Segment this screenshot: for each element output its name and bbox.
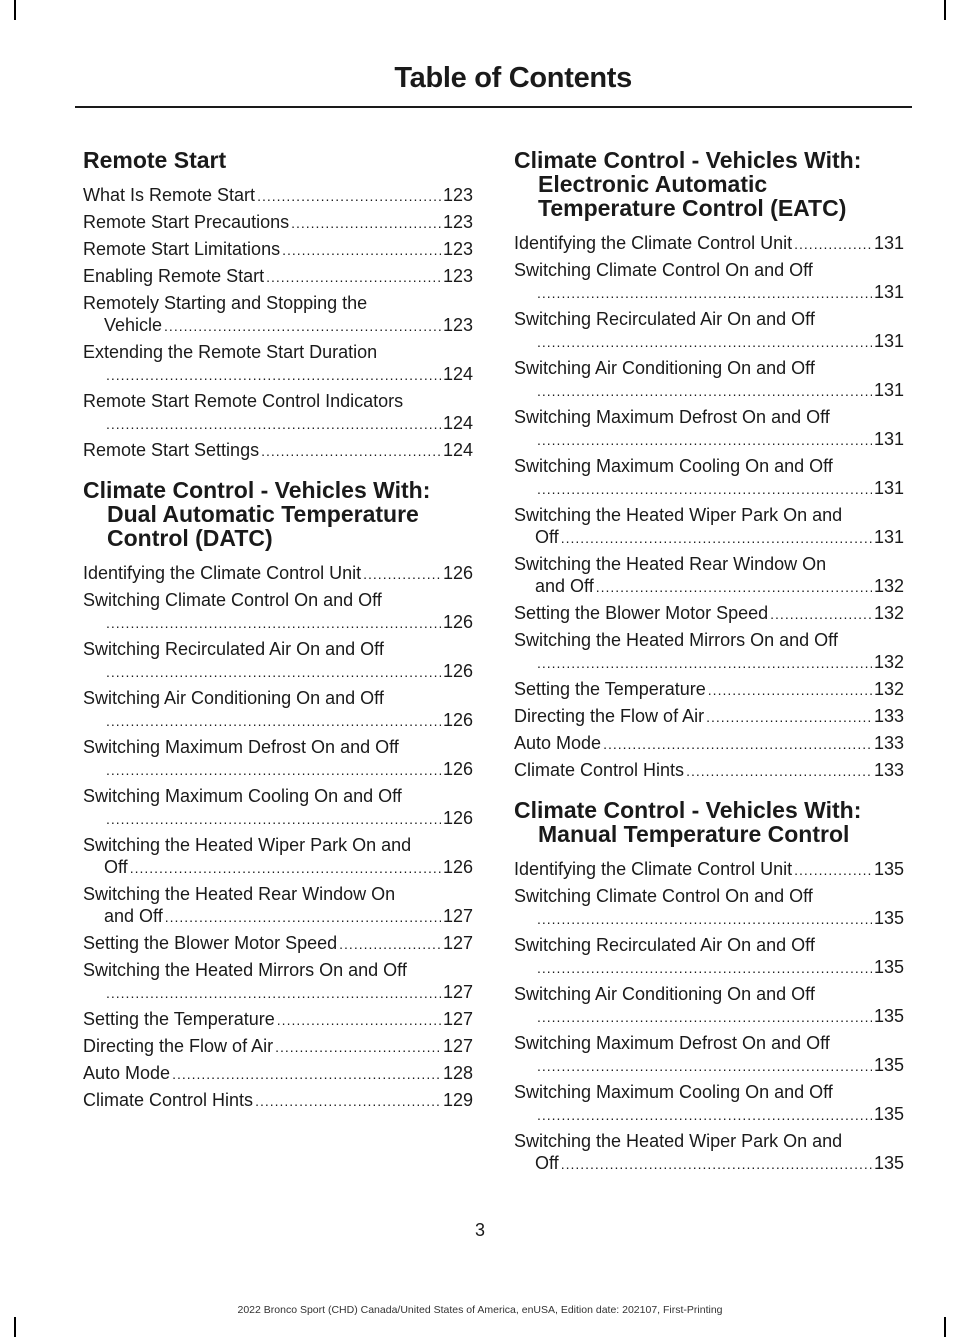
toc-entry[interactable] (83, 439, 473, 462)
entry-title: Directing the Flow of Air (514, 706, 705, 726)
entry-page: 131 (873, 527, 904, 547)
toc-entry[interactable] (83, 341, 473, 386)
dot-leader (106, 981, 441, 1004)
entry-title: Remote Start Remote Control Indicators (83, 391, 404, 411)
entry-page: 127 (442, 1036, 473, 1056)
entry-title: Setting the Temperature (83, 1009, 275, 1029)
toc-entry[interactable] (514, 406, 904, 451)
entry-page: 127 (442, 906, 473, 926)
entry-title: Switching Climate Control On and Off (514, 260, 813, 280)
toc-left-column (83, 148, 473, 1128)
dot-leader (363, 562, 441, 585)
toc-entry[interactable] (83, 1089, 473, 1112)
toc-entry[interactable] (83, 834, 473, 879)
dot-leader (275, 1035, 441, 1058)
entry-title: Switching Maximum Defrost On and Off (514, 407, 830, 427)
dot-leader (537, 330, 872, 353)
entry-title: What Is Remote Start (83, 185, 256, 205)
entry-page: 127 (442, 982, 473, 1002)
page-title: Table of Contents (394, 62, 632, 94)
dot-leader (255, 1089, 441, 1112)
toc-entry[interactable] (514, 553, 904, 598)
entry-page: 135 (873, 1153, 904, 1173)
dot-leader (106, 611, 441, 634)
toc-entry[interactable] (514, 259, 904, 304)
dot-leader (794, 232, 872, 255)
entry-page: 135 (873, 1104, 904, 1124)
entry-title: Switching Maximum Cooling On and Off (514, 1082, 833, 1102)
toc-entry[interactable] (83, 1035, 473, 1058)
toc-entry[interactable] (514, 504, 904, 549)
entry-page: 124 (442, 364, 473, 384)
entry-page: 131 (873, 429, 904, 449)
entry-page: 126 (442, 759, 473, 779)
footer-edition-text: 2022 Bronco Sport (CHD) Canada/United States of America, enUSA, Edition date: 202107, First-Printing (237, 1304, 723, 1316)
entry-page: 135 (873, 1006, 904, 1026)
entry-title: Switching Recirculated Air On and Off (514, 309, 815, 329)
dot-leader (537, 379, 872, 402)
entry-page: 135 (873, 859, 904, 879)
section-heading: Climate Control - Vehicles With: Manual Temperature Control (514, 797, 862, 847)
dot-leader (291, 211, 441, 234)
dot-leader (537, 1103, 872, 1126)
toc-entry[interactable] (514, 759, 904, 782)
dot-leader (106, 709, 441, 732)
entry-page: 126 (442, 710, 473, 730)
entry-page: 123 (442, 212, 473, 232)
entry-title: Remote Start Limitations (83, 239, 281, 259)
dot-leader (770, 602, 872, 625)
entry-title: Auto Mode (83, 1063, 171, 1083)
toc-entry[interactable] (514, 357, 904, 402)
toc-entry[interactable] (514, 308, 904, 353)
dot-leader (537, 428, 872, 451)
dot-leader (172, 1062, 441, 1085)
toc-entry[interactable] (514, 983, 904, 1028)
entry-title: Switching the Heated Rear Window On (83, 884, 396, 904)
entry-title: Directing the Flow of Air (83, 1036, 274, 1056)
entry-page: 131 (873, 478, 904, 498)
toc-section (514, 148, 904, 782)
entry-page: 131 (873, 233, 904, 253)
toc-entry[interactable] (514, 455, 904, 500)
dot-leader (277, 1008, 441, 1031)
entry-page: 123 (442, 266, 473, 286)
dot-leader (537, 1005, 872, 1028)
entry-title: Switching Climate Control On and Off (514, 886, 813, 906)
entry-title-continued: Vehicle (104, 315, 163, 335)
toc-entry[interactable] (83, 1062, 473, 1085)
entry-page: 133 (873, 760, 904, 780)
entry-page: 132 (873, 603, 904, 623)
dot-leader (164, 314, 441, 337)
entry-page: 126 (442, 857, 473, 877)
toc-section (514, 798, 904, 1175)
toc-entry[interactable] (83, 589, 473, 634)
entry-title: Setting the Temperature (514, 679, 706, 699)
dot-leader (794, 858, 872, 881)
crop-mark (14, 0, 16, 20)
toc-entry[interactable] (514, 858, 904, 881)
toc-entry[interactable] (514, 1032, 904, 1077)
entry-page: 127 (442, 1009, 473, 1029)
entry-title-continued: Off (104, 857, 128, 877)
dot-leader (130, 856, 441, 879)
entry-title: Switching Maximum Defrost On and Off (514, 1033, 830, 1053)
dot-leader (537, 907, 872, 930)
dot-leader (537, 651, 872, 674)
entry-page: 123 (442, 185, 473, 205)
entry-page: 127 (442, 933, 473, 953)
toc-entry[interactable] (83, 736, 473, 781)
dot-leader (537, 956, 872, 979)
dot-leader (706, 705, 872, 728)
toc-entry[interactable] (83, 292, 473, 337)
toc-entry[interactable] (83, 184, 473, 207)
dot-leader (106, 660, 441, 683)
entry-title-continued: and Off (535, 576, 594, 596)
entry-title: Switching the Heated Rear Window On (514, 554, 827, 574)
toc-entry[interactable] (514, 885, 904, 930)
section-heading: Climate Control - Vehicles With: Dual Automatic Temperature Control (DATC) (83, 477, 431, 551)
toc-entry[interactable] (83, 1008, 473, 1031)
entry-title: Extending the Remote Start Duration (83, 342, 378, 362)
toc-entry[interactable] (83, 785, 473, 830)
entry-title: Climate Control Hints (514, 760, 685, 780)
toc-entry[interactable] (83, 883, 473, 928)
entry-title: Switching Air Conditioning On and Off (83, 688, 384, 708)
crop-mark (14, 1317, 16, 1337)
entry-page: 131 (873, 331, 904, 351)
toc-entry[interactable] (514, 1130, 904, 1175)
dot-leader (537, 281, 872, 304)
entry-page: 135 (873, 908, 904, 928)
entry-title: Switching Maximum Defrost On and Off (83, 737, 399, 757)
entry-title: Identifying the Climate Control Unit (514, 233, 793, 253)
entry-page: 123 (442, 239, 473, 259)
toc-entry[interactable] (83, 390, 473, 435)
toc-entry[interactable] (514, 629, 904, 674)
entry-page: 124 (442, 440, 473, 460)
dot-leader (339, 932, 441, 955)
crop-mark (944, 1317, 946, 1337)
entry-title: Setting the Blower Motor Speed (83, 933, 338, 953)
toc-entry[interactable] (83, 562, 473, 585)
entry-title-continued: Off (535, 1153, 559, 1173)
entry-page: 135 (873, 1055, 904, 1075)
dot-leader (537, 1054, 872, 1077)
entry-title: Switching Air Conditioning On and Off (514, 358, 815, 378)
dot-leader (282, 238, 441, 261)
entry-title: Switching the Heated Mirrors On and Off (514, 630, 838, 650)
entry-page: 131 (873, 380, 904, 400)
entry-title: Identifying the Climate Control Unit (83, 563, 362, 583)
dot-leader (106, 363, 441, 386)
toc-entry[interactable] (83, 265, 473, 288)
entry-title: Remotely Starting and Stopping the (83, 293, 368, 313)
dot-leader (106, 807, 441, 830)
entry-page: 126 (442, 661, 473, 681)
entry-page: 131 (873, 282, 904, 302)
entry-title: Switching the Heated Wiper Park On and (83, 835, 412, 855)
toc-entry[interactable] (514, 232, 904, 255)
dot-leader (537, 477, 872, 500)
toc-entry[interactable] (83, 687, 473, 732)
page-number: 3 (474, 1220, 485, 1240)
toc-entry[interactable] (83, 932, 473, 955)
dot-leader (596, 575, 872, 598)
crop-mark (944, 0, 946, 20)
entry-page: 124 (442, 413, 473, 433)
dot-leader (266, 265, 441, 288)
toc-right-column (514, 148, 904, 1191)
toc-section (83, 478, 473, 1112)
toc-entry[interactable] (83, 211, 473, 234)
entry-title-continued: and Off (104, 906, 163, 926)
entry-title: Enabling Remote Start (83, 266, 265, 286)
header-rule (75, 106, 912, 108)
entry-page: 126 (442, 563, 473, 583)
entry-title: Switching Maximum Cooling On and Off (514, 456, 833, 476)
entry-title: Switching the Heated Mirrors On and Off (83, 960, 407, 980)
entry-title: Remote Start Precautions (83, 212, 290, 232)
dot-leader (561, 1152, 872, 1175)
toc-entry[interactable] (83, 238, 473, 261)
entry-title: Auto Mode (514, 733, 602, 753)
dot-leader (603, 732, 872, 755)
entry-title: Switching the Heated Wiper Park On and (514, 505, 843, 525)
entry-page: 128 (442, 1063, 473, 1083)
dot-leader (106, 758, 441, 781)
toc-entry[interactable] (514, 934, 904, 979)
entry-page: 126 (442, 612, 473, 632)
entry-page: 123 (442, 315, 473, 335)
entry-title-continued: Off (535, 527, 559, 547)
dot-leader (165, 905, 441, 928)
dot-leader (686, 759, 872, 782)
toc-entry[interactable] (514, 602, 904, 625)
entry-page: 132 (873, 679, 904, 699)
toc-entry[interactable] (514, 705, 904, 728)
entry-title: Switching Recirculated Air On and Off (514, 935, 815, 955)
dot-leader (261, 439, 441, 462)
dot-leader (257, 184, 441, 207)
entry-page: 132 (873, 576, 904, 596)
section-heading: Remote Start (83, 147, 227, 173)
entry-title: Switching Climate Control On and Off (83, 590, 382, 610)
entry-page: 126 (442, 808, 473, 828)
entry-title: Switching Recirculated Air On and Off (83, 639, 384, 659)
entry-title: Switching the Heated Wiper Park On and (514, 1131, 843, 1151)
toc-entry[interactable] (83, 638, 473, 683)
toc-entry[interactable] (514, 678, 904, 701)
dot-leader (708, 678, 872, 701)
entry-page: 133 (873, 733, 904, 753)
toc-entry[interactable] (83, 959, 473, 1004)
entry-title: Switching Maximum Cooling On and Off (83, 786, 402, 806)
entry-title: Setting the Blower Motor Speed (514, 603, 769, 623)
dot-leader (106, 412, 441, 435)
entry-title: Remote Start Settings (83, 440, 260, 460)
entry-title: Switching Air Conditioning On and Off (514, 984, 815, 1004)
entry-title: Identifying the Climate Control Unit (514, 859, 793, 879)
toc-entry[interactable] (514, 732, 904, 755)
entry-page: 129 (442, 1090, 473, 1110)
toc-entry[interactable] (514, 1081, 904, 1126)
entry-page: 135 (873, 957, 904, 977)
entry-page: 132 (873, 652, 904, 672)
entry-page: 133 (873, 706, 904, 726)
toc-section (83, 148, 473, 462)
section-heading: Climate Control - Vehicles With: Electronic Automatic Temperature Control (EATC) (514, 147, 862, 221)
dot-leader (561, 526, 872, 549)
entry-title: Climate Control Hints (83, 1090, 254, 1110)
